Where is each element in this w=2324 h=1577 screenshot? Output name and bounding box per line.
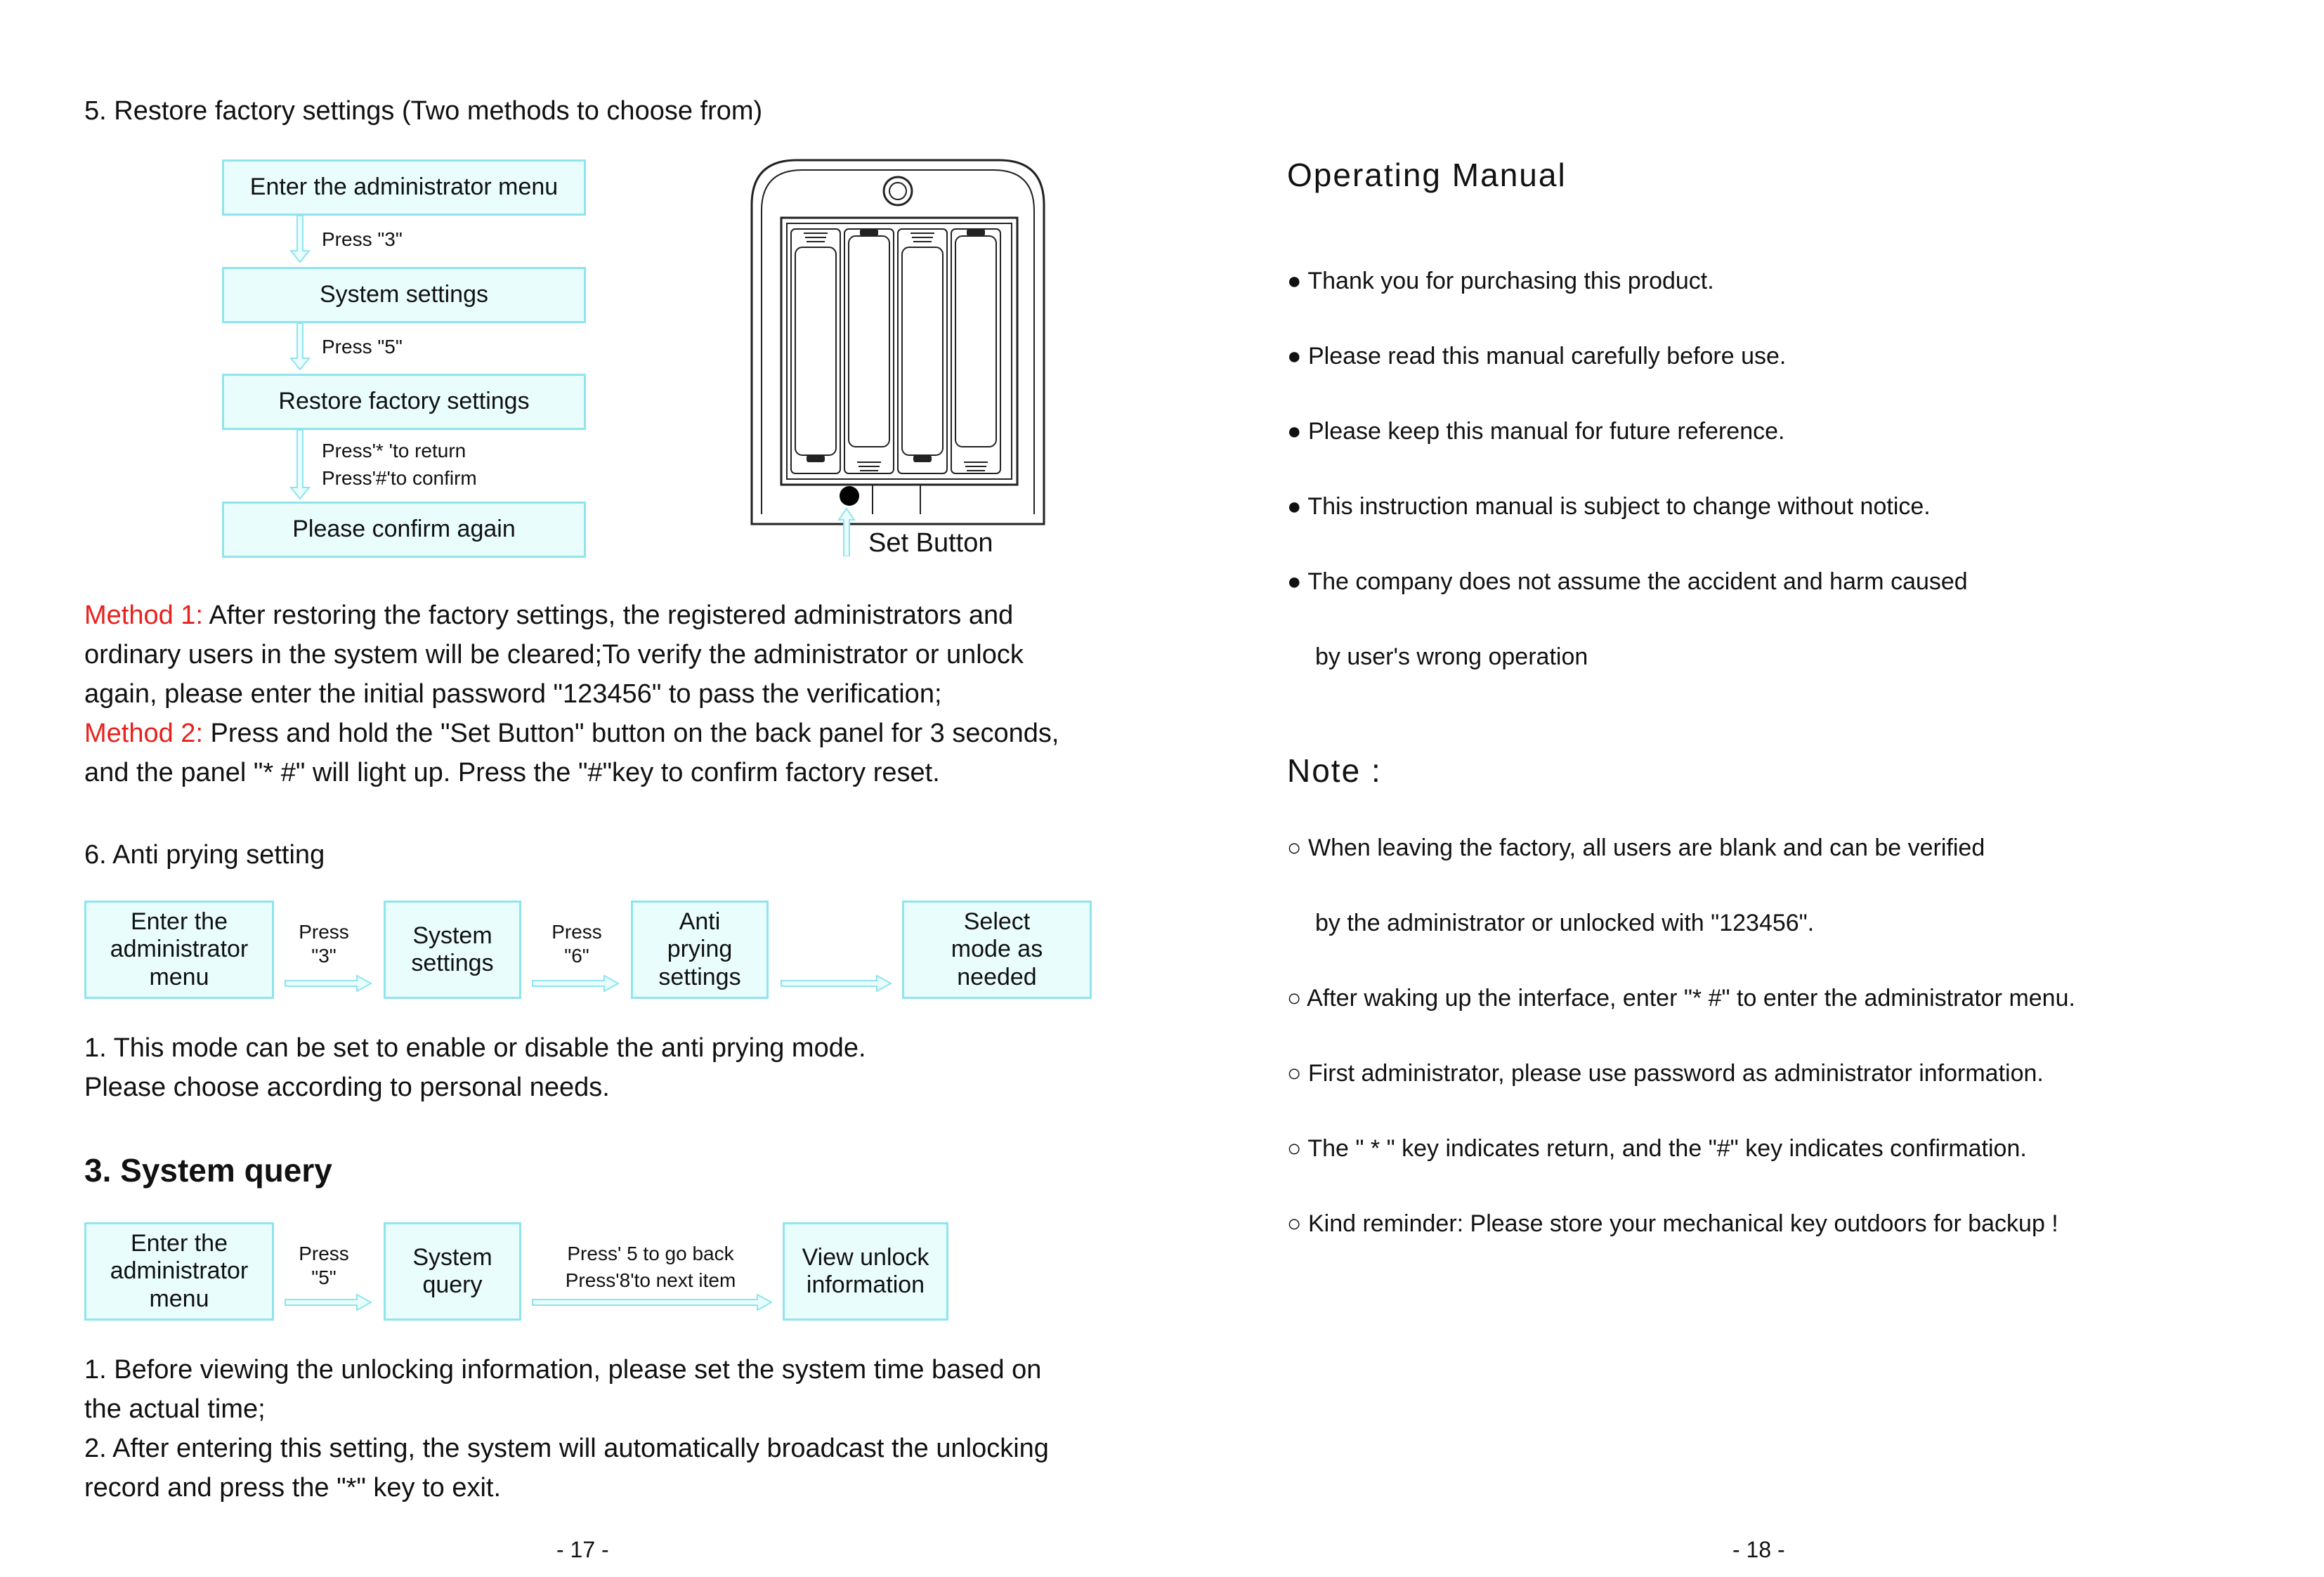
- flow-press-label: Press' 5 to go back Press'8'to next item: [565, 1243, 736, 1291]
- arrow-right-icon: [284, 1293, 374, 1312]
- section6-note-line2: Please choose according to personal needs.: [84, 1073, 610, 1102]
- query-note-line1: 1. Before viewing the unlocking information, please set the system time based on: [84, 1355, 1042, 1385]
- arrow-right-icon: [780, 974, 894, 993]
- section6-note-line1: 1. This mode can be set to enable or disable the anti prying mode.: [84, 1033, 866, 1063]
- arrow-right-icon: [531, 974, 621, 993]
- flow-box-view-unlock-info: View unlock information: [783, 1222, 948, 1321]
- query-note-line2: the actual time;: [84, 1394, 266, 1424]
- note-item: ○ First administrator, please use password as administrator information.: [1287, 1060, 2044, 1087]
- flow-press-label: Press "3": [322, 228, 403, 250]
- flow-step-admin-menu: Enter the administrator menu: [222, 159, 586, 216]
- note-item: ○ Kind reminder: Please store your mechanical key outdoors for backup !: [1287, 1210, 2058, 1237]
- battery-compartment-illustration: [749, 156, 1047, 527]
- arrow-right-icon: [284, 974, 374, 993]
- system-query-heading: 3. System query: [84, 1152, 332, 1189]
- bullet-item: ● Thank you for purchasing this product.: [1287, 268, 1714, 294]
- note-item-continued: by the administrator or unlocked with "123456".: [1315, 910, 1815, 936]
- flow-press-label: Press'#'to confirm: [322, 467, 477, 489]
- flow-box-system-settings: System settings: [384, 901, 521, 999]
- arrow-down-icon: [288, 430, 312, 500]
- arrow-down-icon: [288, 216, 312, 263]
- note-item: ○ When leaving the factory, all users are blank and can be verified: [1287, 835, 1985, 861]
- bullet-item: ● Please keep this manual for future reference.: [1287, 418, 1785, 445]
- arrow-down-icon: [288, 323, 312, 371]
- flow-step-system-settings: System settings: [222, 267, 586, 323]
- flow-step-confirm-again: Please confirm again: [222, 502, 586, 558]
- query-note-line3: 2. After entering this setting, the system will automatically broadcast the unlocking: [84, 1434, 1049, 1463]
- bullet-item-continued: by user's wrong operation: [1315, 643, 1588, 670]
- flow-box-admin-menu: Enter the administrator menu: [84, 1222, 274, 1321]
- method2-line2: and the panel "* #" will light up. Press the "#"key to confirm factory reset.: [84, 758, 940, 787]
- operating-manual-title: Operating Manual: [1287, 157, 1567, 193]
- flow-press-label: Press "3": [299, 921, 349, 967]
- flow-box-admin-menu: Enter the administrator menu: [84, 901, 274, 999]
- flow-box-system-query: System query: [384, 1222, 521, 1321]
- section5-title: 5. Restore factory settings (Two methods to choose from): [84, 96, 763, 126]
- query-note-line4: record and press the "*" key to exit.: [84, 1473, 502, 1503]
- flow-press-label: Press "6": [551, 921, 602, 967]
- flow-box-select-mode: Select mode as needed: [902, 901, 1092, 999]
- method1-line1: Method 1: After restoring the factory settings, the registered administrators and: [84, 601, 1014, 630]
- note-title: Note :: [1287, 752, 1382, 789]
- page-number: - 18 -: [1732, 1537, 1785, 1562]
- method2-label: Method 2:: [84, 719, 203, 748]
- bullet-item: ● This instruction manual is subject to change without notice.: [1287, 493, 1931, 520]
- method1-label: Method 1:: [84, 601, 203, 630]
- method2-line1: Method 2: Press and hold the "Set Button" button on the back panel for 3 seconds,: [84, 719, 1059, 748]
- method1-line2: ordinary users in the system will be cleared;To verify the administrator or unlock: [84, 640, 1024, 669]
- note-item: ○ After waking up the interface, enter "* #" to enter the administrator menu.: [1287, 985, 2075, 1012]
- bullet-item: ● The company does not assume the accident and harm caused: [1287, 568, 1968, 595]
- flow-press-label: Press "5": [322, 336, 403, 358]
- flow-press-label: Press'* 'to return: [322, 440, 466, 462]
- set-button-label: Set Button: [868, 528, 993, 558]
- section6-title: 6. Anti prying setting: [84, 840, 325, 870]
- flow-press-label: Press "5": [299, 1243, 349, 1288]
- page-number: - 17 -: [556, 1537, 609, 1562]
- note-item: ○ The " * " key indicates return, and the "#" key indicates confirmation.: [1287, 1135, 2027, 1162]
- bullet-item: ● Please read this manual carefully before use.: [1287, 343, 1787, 369]
- arrow-up-icon: [837, 507, 856, 556]
- flow-step-restore-factory: Restore factory settings: [222, 374, 586, 430]
- flow-box-anti-prying: Anti prying settings: [631, 901, 769, 999]
- arrow-right-icon: [531, 1293, 774, 1312]
- method1-line3: again, please enter the initial password "123456" to pass the verification;: [84, 679, 942, 709]
